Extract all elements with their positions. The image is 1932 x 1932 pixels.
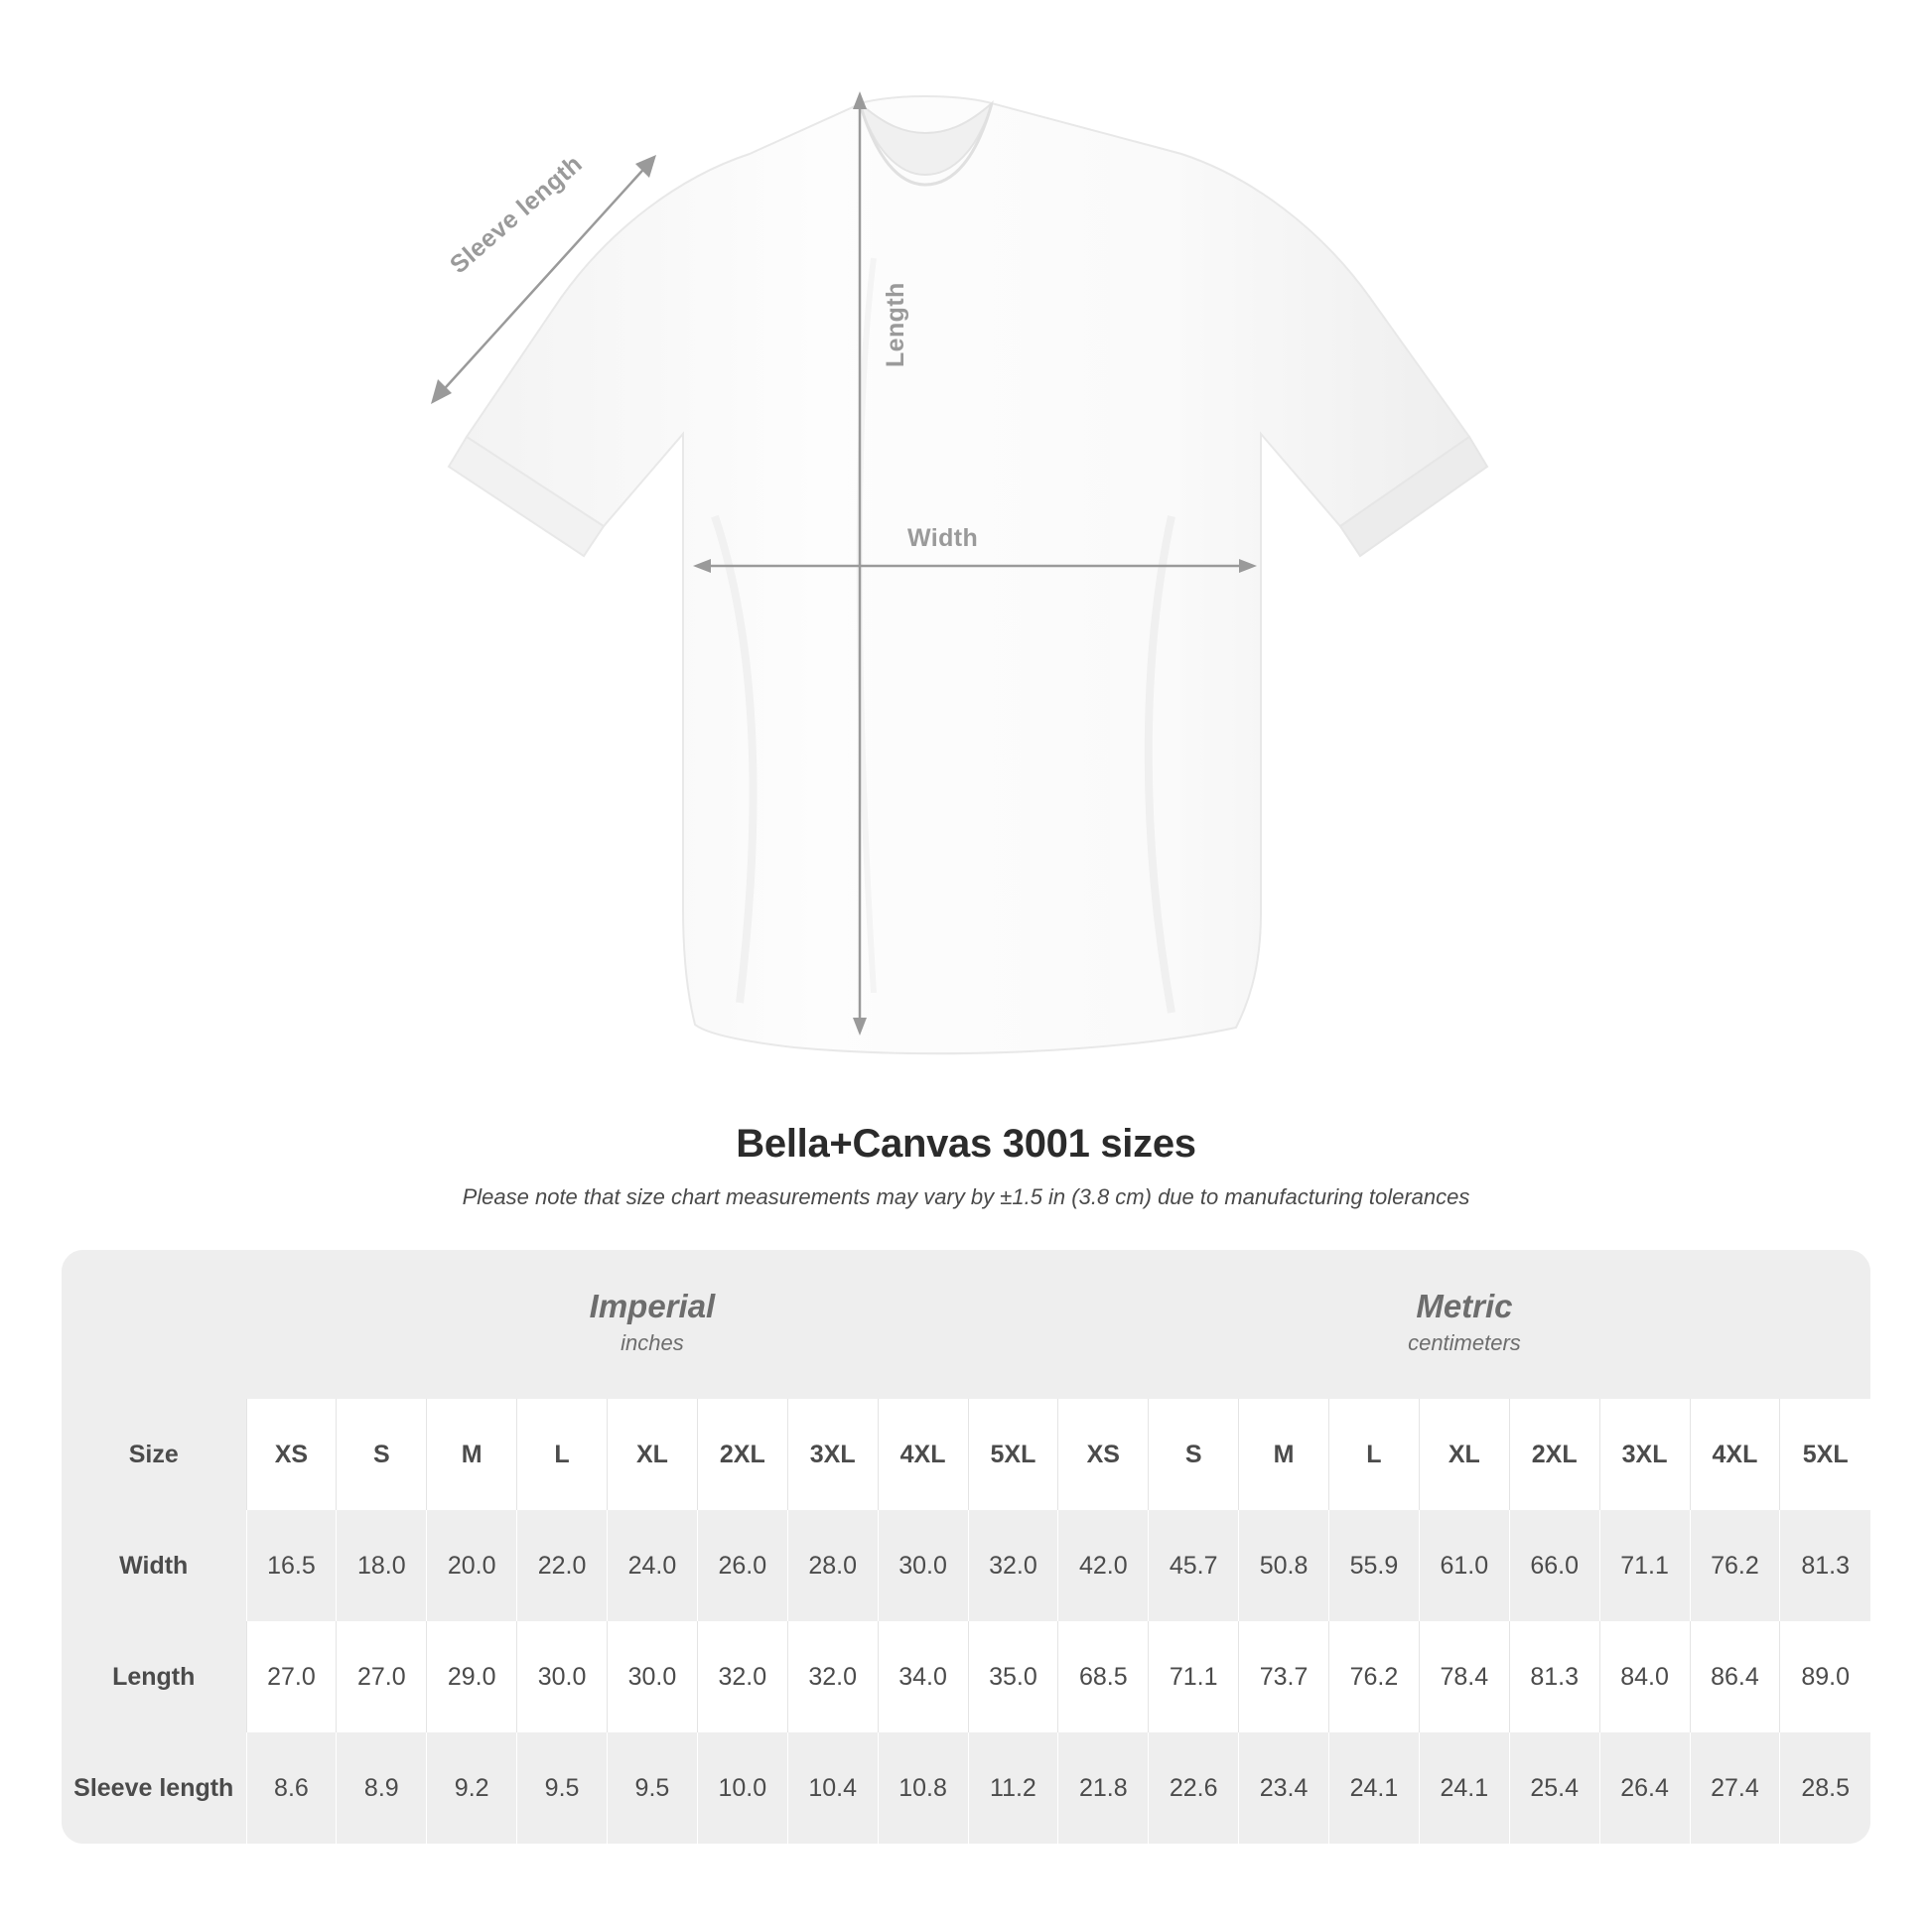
cell-sleeve-4: 9.5: [608, 1732, 698, 1844]
cell-width-8: 32.0: [968, 1510, 1058, 1621]
row-label-width: Width: [62, 1510, 246, 1621]
cell-length-9: 68.5: [1058, 1621, 1149, 1732]
width-label: Width: [907, 524, 979, 552]
cell-width-13: 61.0: [1419, 1510, 1509, 1621]
cell-length-4: 30.0: [608, 1621, 698, 1732]
col-header-12: L: [1329, 1399, 1420, 1510]
unit-imperial-sub: inches: [621, 1330, 684, 1356]
cell-width-14: 66.0: [1509, 1510, 1599, 1621]
cell-width-15: 71.1: [1599, 1510, 1690, 1621]
cell-sleeve-16: 27.4: [1690, 1732, 1780, 1844]
cell-sleeve-3: 9.5: [517, 1732, 608, 1844]
cell-length-1: 27.0: [337, 1621, 427, 1732]
cell-width-12: 55.9: [1329, 1510, 1420, 1621]
length-label: Length: [882, 282, 909, 367]
cell-sleeve-2: 9.2: [427, 1732, 517, 1844]
cell-sleeve-6: 10.4: [787, 1732, 878, 1844]
cell-length-8: 35.0: [968, 1621, 1058, 1732]
table-row: [62, 1510, 1870, 1621]
cell-width-11: 50.8: [1239, 1510, 1329, 1621]
cell-sleeve-17: 28.5: [1780, 1732, 1870, 1844]
col-header-2: M: [427, 1399, 517, 1510]
table-row: [62, 1732, 1870, 1844]
cell-sleeve-11: 23.4: [1239, 1732, 1329, 1844]
cell-sleeve-13: 24.1: [1419, 1732, 1509, 1844]
col-header-3: L: [517, 1399, 608, 1510]
col-header-0: XS: [246, 1399, 337, 1510]
col-header-6: 3XL: [787, 1399, 878, 1510]
cell-length-17: 89.0: [1780, 1621, 1870, 1732]
cell-sleeve-15: 26.4: [1599, 1732, 1690, 1844]
row-label-sleeve-length: Sleeve length: [62, 1732, 246, 1844]
cell-width-1: 18.0: [337, 1510, 427, 1621]
table-row: [62, 1621, 1870, 1732]
cell-length-2: 29.0: [427, 1621, 517, 1732]
cell-length-3: 30.0: [517, 1621, 608, 1732]
cell-sleeve-0: 8.6: [246, 1732, 337, 1844]
cell-sleeve-8: 11.2: [968, 1732, 1058, 1844]
cell-length-11: 73.7: [1239, 1621, 1329, 1732]
cell-width-7: 30.0: [878, 1510, 968, 1621]
sleeve-length-label: Sleeve length: [445, 149, 588, 280]
cell-width-9: 42.0: [1058, 1510, 1149, 1621]
cell-sleeve-9: 21.8: [1058, 1732, 1149, 1844]
cell-sleeve-14: 25.4: [1509, 1732, 1599, 1844]
cell-sleeve-5: 10.0: [697, 1732, 787, 1844]
row-label-length: Length: [62, 1621, 246, 1732]
unit-metric: [1058, 1250, 1870, 1399]
unit-metric-name: Metric: [1416, 1288, 1513, 1325]
unit-imperial: [246, 1250, 1058, 1399]
unit-row-spacer: [62, 1250, 246, 1399]
col-header-7: 4XL: [878, 1399, 968, 1510]
col-header-4: XL: [608, 1399, 698, 1510]
cell-width-3: 22.0: [517, 1510, 608, 1621]
cell-length-13: 78.4: [1419, 1621, 1509, 1732]
cell-length-5: 32.0: [697, 1621, 787, 1732]
cell-length-10: 71.1: [1149, 1621, 1239, 1732]
col-header-15: 3XL: [1599, 1399, 1690, 1510]
cell-sleeve-10: 22.6: [1149, 1732, 1239, 1844]
cell-width-16: 76.2: [1690, 1510, 1780, 1621]
unit-header-row: [62, 1250, 1870, 1399]
cell-length-6: 32.0: [787, 1621, 878, 1732]
cell-width-4: 24.0: [608, 1510, 698, 1621]
unit-imperial-name: Imperial: [589, 1288, 716, 1325]
unit-metric-sub: centimeters: [1408, 1330, 1521, 1356]
cell-length-16: 86.4: [1690, 1621, 1780, 1732]
col-header-1: S: [337, 1399, 427, 1510]
column-header-row: [62, 1399, 1870, 1510]
col-header-13: XL: [1419, 1399, 1509, 1510]
col-header-11: M: [1239, 1399, 1329, 1510]
cell-width-0: 16.5: [246, 1510, 337, 1621]
cell-length-15: 84.0: [1599, 1621, 1690, 1732]
cell-sleeve-1: 8.9: [337, 1732, 427, 1844]
cell-sleeve-12: 24.1: [1329, 1732, 1420, 1844]
col-header-8: 5XL: [968, 1399, 1058, 1510]
title-block: [0, 1122, 1932, 1210]
cell-length-12: 76.2: [1329, 1621, 1420, 1732]
col-header-9: XS: [1058, 1399, 1149, 1510]
col-header-5: 2XL: [697, 1399, 787, 1510]
tolerance-note: Please note that size chart measurements may vary by ±1.5 in (3.8 cm) due to manufacturing tolerances: [462, 1184, 1470, 1209]
col-header-16: 4XL: [1690, 1399, 1780, 1510]
col-header-10: S: [1149, 1399, 1239, 1510]
cell-width-17: 81.3: [1780, 1510, 1870, 1621]
col-header-17: 5XL: [1780, 1399, 1870, 1510]
col-header-14: 2XL: [1509, 1399, 1599, 1510]
size-table-wrapper: [62, 1250, 1870, 1844]
cell-length-0: 27.0: [246, 1621, 337, 1732]
cell-width-5: 26.0: [697, 1510, 787, 1621]
page-title: Bella+Canvas 3001 sizes: [736, 1122, 1196, 1166]
cell-length-7: 34.0: [878, 1621, 968, 1732]
size-corner-label: Size: [62, 1399, 246, 1510]
cell-width-6: 28.0: [787, 1510, 878, 1621]
cell-width-2: 20.0: [427, 1510, 517, 1621]
cell-width-10: 45.7: [1149, 1510, 1239, 1621]
size-table: [62, 1250, 1870, 1844]
cell-sleeve-7: 10.8: [878, 1732, 968, 1844]
cell-length-14: 81.3: [1509, 1621, 1599, 1732]
